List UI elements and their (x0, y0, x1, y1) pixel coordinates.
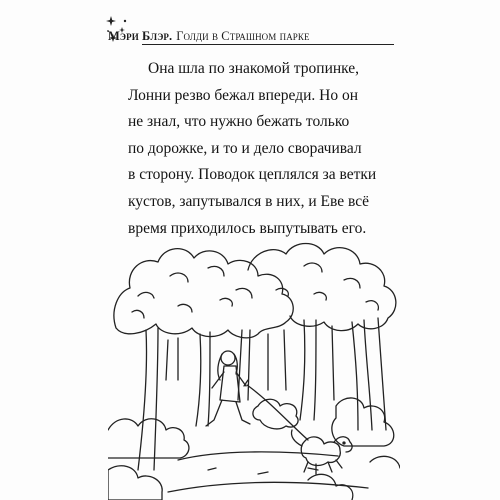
bushes (108, 398, 400, 500)
text-line: кустов, запутывался в них, и Еве всё (128, 192, 369, 210)
forest-girl-dog-illustration (108, 230, 400, 500)
text-line: в сторону. Поводок цеплялся за ветки (128, 166, 377, 184)
header-title: Голди в Страшном парке (176, 29, 310, 43)
dog-figure (291, 430, 352, 474)
body-text (128, 56, 396, 242)
header-rule (142, 44, 394, 45)
leash (247, 385, 308, 440)
text-line: не знал, что нужно бежать только (128, 113, 350, 131)
running-header (108, 14, 390, 44)
text-line: по дорожке, и то и дело сворачивал (128, 139, 362, 157)
header-author: Мэри Блэр. (108, 29, 173, 43)
text-line: Лонни резво бежал впереди. Но он (128, 86, 359, 104)
tree-canopy (114, 244, 396, 338)
text-line: время приходилось выпутывать его. (128, 219, 367, 237)
text-line: Она шла по знакомой тропинке, (148, 60, 360, 77)
girl-figure (206, 351, 250, 426)
tree-trunks (138, 318, 386, 470)
